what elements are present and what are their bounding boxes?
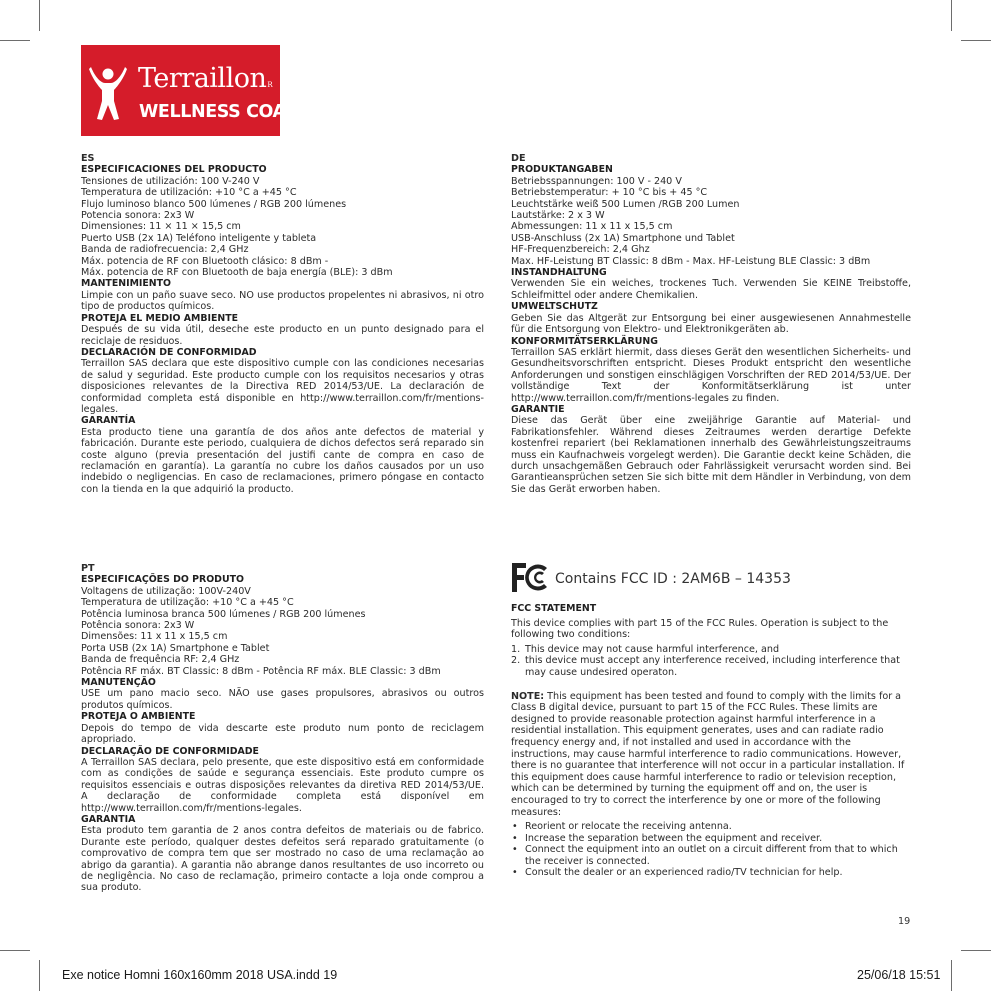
specs-heading: ESPECIFICACIONES DEL PRODUCTO: [81, 164, 267, 176]
fcc-id-row: [511, 562, 841, 594]
maintenance-text: Limpie con un paño suave seco. NO use productos propelentes ni abrasivos, ni otro tipo de productos químicos.: [81, 289, 484, 313]
list-number: 2.: [511, 655, 521, 667]
brand-subtitle: WELLNESS COACH: [139, 102, 313, 122]
fcc-statement: [511, 603, 911, 879]
spacer: [511, 679, 911, 691]
spec-line: Máx. potencia de RF con Bluetooth clásico: 8 dBm -: [81, 255, 329, 267]
spec-line: Puerto USB (2x 1A) Teléfono inteligente y tableta: [81, 232, 317, 244]
warranty-text: Diese das Gerät über eine zweijährige Garantie auf Material- und Fabrikationsfehler. Während dieses Zeitraumes werden derartige Defekte kostenfrei repariert (bei Reklamationen innerhalb des Gewährleistungszeitraums muss ein Kaufnachweis vorgelegt werden). Die Garantie deckt keine Schäden, die durch unsachgemäßen Gebrauch oder Fahrlässigkeit verursacht worden sind. Bei Garantieansprüchen setzen Sie sich bitte mit dem Händler in Verbindung, von dem Sie das Gerät erworben haben.: [511, 415, 911, 495]
fcc-id-text: Contains FCC ID : 2AM6B – 14353: [555, 571, 791, 587]
list-item-text: Connect the equipment into an outlet on a circuit different from that to which the receiver is connected.: [525, 844, 898, 867]
specs-heading: ESPECIFICAÇÕES DO PRODUTO: [81, 574, 244, 586]
bullet: •: [512, 832, 518, 844]
list-item: [511, 821, 911, 833]
section-de: [511, 153, 911, 495]
bullet: •: [512, 844, 518, 856]
bullet: •: [512, 821, 518, 833]
list-item: [511, 867, 911, 879]
language-label: DE: [511, 153, 526, 164]
conformity-text: A Terraillon SAS declara, pelo presente, que este dispositivo está em conformidade com as condições de saúde e segurança essenciais. Este produto cumpre os requisitos essenciais e outras disposições relevantes da diretiva RED 2014/53/UE. A declaração de conformidade completa está disponível em http://www.terraillon.com/fr/mentions-legales.: [81, 756, 484, 814]
page-number: 19: [898, 916, 911, 927]
crop-mark: [0, 950, 30, 951]
spec-line: Potência RF máx. BT Classic: 8 dBm - Potência RF máx. BLE Classic: 3 dBm: [81, 665, 441, 677]
list-item: [511, 655, 911, 678]
note-label: NOTE:: [511, 690, 545, 702]
note-text: This equipment has been tested and found to comply with the limits for a Class B digital device, pursuant to part 15 of the FCC Rules. These limits are designed to provide reasonable protection against harmful interference in a residential installation. This equipment generates, uses and can radiate radio frequency energy and, if not installed and used in accordance with the instructions, may cause harmful interference to radio communications. However, there is no guarantee that interference will not occur in a particular installation. If this equipment does cause harmful interference to radio or television reception, which can be determined by turning the equipment off and on, the user is encouraged to try to correct the interference by one or more of the following measures:: [511, 690, 905, 818]
maintenance-heading: INSTANDHALTUNG: [511, 267, 607, 279]
spec-line: Tensiones de utilización: 100 V-240 V: [81, 175, 260, 187]
conformity-heading: KONFORMITÄTSERKLÄRUNG: [511, 335, 658, 347]
spec-line: Porta USB (2x 1A) Smartphone e Tablet: [81, 642, 270, 654]
warranty-text: Esta producto tiene una garantía de dos años ante defectos de material y fabricación. Durante este periodo, cualquiera de dichos defectos será reparado sin coste alguno (previa presentación del justifi cante de compra en caso de reclamación en garantía). La garantía no cubre los daños causados por un uso indebido o negligencias. En caso de reclamaciones, primero póngase en contacto con la tienda en la que adquirió la producto.: [81, 426, 484, 495]
environment-text: Depois do tempo de vida descarte este produto num ponto de reciclagem apropriado.: [81, 722, 484, 746]
crop-mark: [39, 0, 40, 31]
spec-line: HF-Frequenzbereich: 2,4 Ghz: [511, 244, 650, 256]
footer-file-name: Exe notice Homni 160x160mm 2018 USA.indd 19: [62, 968, 338, 982]
spec-line: Temperatura de utilização: +10 °C a +45 °C: [81, 597, 294, 609]
environment-heading: PROTEJA O AMBIENTE: [81, 711, 196, 723]
spec-line: Dimensões: 11 x 11 x 15,5 cm: [81, 631, 228, 643]
specs-list: [511, 176, 911, 267]
conformity-heading: DECLARACIÓN DE CONFORMIDAD: [81, 346, 257, 358]
warranty-heading: GARANTIE: [511, 403, 565, 415]
fcc-statement-text: This device complies with part 15 of the FCC Rules. Operation is subject to the following two conditions:: [511, 617, 889, 641]
list-item: [511, 644, 911, 656]
list-item-text: this device must accept any interference received, including interference that may cause undesired operaton.: [525, 655, 900, 678]
spec-line: Betriebstemperatur: + 10 °C bis + 45 °C: [511, 187, 708, 199]
registered-mark: R: [267, 81, 273, 89]
spec-line: Betriebsspannungen: 100 V - 240 V: [511, 175, 682, 187]
environment-heading: UMWELTSCHUTZ: [511, 301, 598, 313]
footer-date: 25/06/18 15:51: [857, 968, 941, 982]
crop-mark: [961, 40, 991, 41]
maintenance-text: USE um pano macio seco. NÃO use gases propulsores, abrasivos ou outros produtos químicos.: [81, 688, 484, 711]
fcc-logo-icon: [511, 562, 551, 593]
conformity-text: Terraillon SAS declara que este dispositivo cumple con las condiciones necesarias de salud y seguridad. Este producto cumple con los requisitos necesarios y otras disposiciones relevantes de la Directiva RED 2014/53/UE. La declaración de conformidad completa está disponible en http://www.terraillon.com/fr/mentions-legales.: [81, 358, 484, 415]
spec-line: Dimensiones: 11 × 11 × 15,5 cm: [81, 221, 241, 233]
bullet: •: [512, 867, 518, 879]
spec-line: Lautstärke: 2 x 3 W: [511, 210, 605, 222]
crop-mark: [951, 0, 952, 31]
list-item-text: This device may not cause harmful interference, and: [525, 643, 780, 655]
fcc-conditions-list: [511, 644, 911, 679]
list-item-text: Consult the dealer or an experienced radio/TV technician for help.: [525, 867, 843, 879]
conformity-text: Terraillon SAS erklärt hiermit, dass dieses Gerät den wesentlichen Sicherheits- und Gesundheitsvorschriften entspricht. Dieses Produkt entspricht den wesentliche Anforderungen und sonstigen einschlägigen Vorschriften der RED 2014/53/UE. Der vollständige Text der Konformitätserklärung ist unter http://www.terraillon.com/fr/mentions-legales zu finden.: [511, 346, 911, 404]
list-item-text: Reorient or relocate the receiving antenna.: [525, 821, 732, 833]
language-label: PT: [81, 563, 95, 574]
crop-mark: [39, 960, 40, 991]
person-icon: [89, 63, 127, 121]
spec-line: Max. HF-Leistung BT Classic: 8 dBm - Max. HF-Leistung BLE Classic: 3 dBm: [511, 255, 871, 267]
spec-line: Abmessungen: 11 x 11 x 15,5 cm: [511, 221, 673, 233]
spec-line: Máx. potencia de RF con Bluetooth de baja energía (BLE): 3 dBm: [81, 267, 393, 279]
fcc-statement-heading: FCC STATEMENT: [511, 603, 597, 614]
environment-text: Geben Sie das Altgerät zur Entsorgung bei einer ausgewiesenen Annahmestelle für die Entsorgung von Elektro- und Elektronikgeräten ab.: [511, 312, 911, 336]
specs-heading: PRODUKTANGABEN: [511, 164, 613, 176]
crop-mark: [0, 40, 30, 41]
list-item: [511, 844, 911, 867]
maintenance-heading: MANUTENÇÃO: [81, 677, 156, 689]
spec-line: Flujo luminoso blanco 500 lúmenes / RGB 200 lúmenes: [81, 198, 347, 210]
terraillon-logo: [81, 45, 313, 136]
section-pt: [81, 563, 484, 894]
maintenance-heading: MANTENIMIENTO: [81, 278, 171, 290]
list-number: 1.: [511, 643, 521, 655]
warranty-text: Esta produto tem garantia de 2 anos contra defeitos de materiais ou de fabrico. Durante este período, qualquer destes defeitos será reparado gratuitamente (o comprovativo de compra tem que ser mostrado no caso de uma reclamação ao abrigo da garantia). A garantia não abrange danos resultantes de uso incorreto ou de negligência. No caso de reclamação, primeiro contacte a loja onde comprou a sua produto.: [81, 825, 484, 894]
environment-heading: PROTEJA EL MEDIO AMBIENTE: [81, 312, 239, 324]
brand-name: TerraillonR: [138, 63, 273, 94]
specs-list: [81, 586, 484, 677]
fcc-measures-list: [511, 821, 911, 879]
spec-line: Voltagens de utilização: 100V-240V: [81, 585, 251, 597]
spec-line: Banda de frequência RF: 2,4 GHz: [81, 654, 240, 666]
list-item-text: Increase the separation between the equipment and receiver.: [525, 832, 823, 844]
spec-line: Potencia sonora: 2x3 W: [81, 210, 195, 222]
language-label: ES: [81, 153, 95, 164]
crop-mark: [951, 960, 952, 991]
spec-line: Potência sonora: 2x3 W: [81, 620, 195, 632]
spec-line: Temperatura de utilización: +10 °C a +45 °C: [81, 187, 297, 199]
maintenance-text: Verwenden Sie ein weiches, trockenes Tuch. Verwenden Sie KEINE Treibstoffe, Schleifmittel oder andere Chemikalien.: [511, 278, 911, 301]
environment-text: Después de su vida útil, deseche este producto en un punto designado para el reciclaje de residuos.: [81, 324, 484, 347]
spec-line: Potência luminosa branca 500 lúmenes / RGB 200 lúmenes: [81, 608, 366, 620]
spec-line: Banda de radiofrecuencia: 2,4 GHz: [81, 244, 249, 256]
list-item: [511, 833, 911, 845]
specs-list: [81, 176, 484, 279]
spec-line: USB-Anschluss (2x 1A) Smartphone und Tablet: [511, 232, 735, 244]
spec-line: Leuchtstärke weiß 500 Lumen /RGB 200 Lumen: [511, 198, 740, 210]
section-es: [81, 153, 484, 495]
warranty-heading: GARANTIA: [81, 813, 136, 825]
warranty-heading: GARANTÍA: [81, 415, 136, 427]
crop-mark: [961, 950, 991, 951]
conformity-heading: DECLARAÇÃO DE CONFORMIDADE: [81, 745, 259, 757]
fcc-note: [511, 691, 911, 819]
